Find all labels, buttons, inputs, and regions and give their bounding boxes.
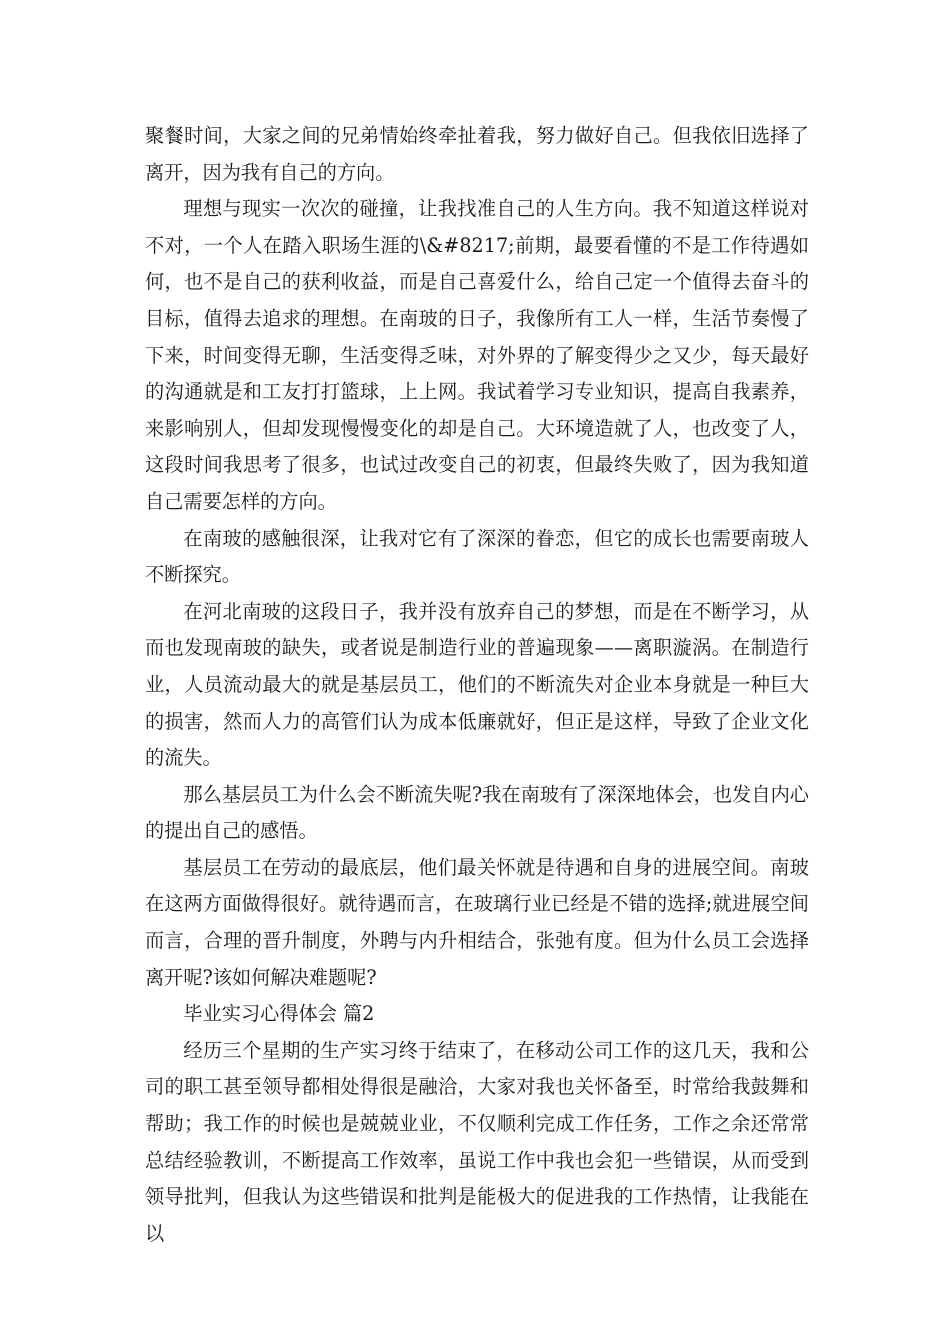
paragraph: 理想与现实一次次的碰撞，让我找准自己的人生方向。我不知道这样说对不对，一个人在踏入职场生涯的\&#8217;前期，最要看懂的不是工作待遇如何，也不是自己的获利收益，而是自己喜爱什么，给自己定一个值得去奋斗的目标，值得去追求的理想。在南玻的日子，我像所有工人一样，生活节奏慢了下来，时间变得无聊，生活变得乏味，对外界的了解变得少之又少，每天最好的沟通就是和工友打打篮球，上上网。我试着学习专业知识，提高自我素养，来影响别人，但却发现慢慢变化的却是自己。大环境造就了人，也改变了人，这段时间我思考了很多，也试过改变自己的初衷，但最终失败了，因为我知道自己需要怎样的方向。 bbox=[145, 197, 809, 513]
paragraph: 在南玻的感触很深，让我对它有了深深的眷恋，但它的成长也需要南玻人不断探究。 bbox=[145, 526, 809, 587]
paragraph: 基层员工在劳动的最底层，他们最关怀就是待遇和自身的进展空间。南玻在这两方面做得很好。就待遇而言，在玻璃行业已经是不错的选择;就进展空间而言，合理的晋升制度，外聘与内升相结合，张弛有度。但为什么员工会选择离开呢?该如何解决难题呢? bbox=[145, 855, 809, 989]
paragraph-continuation: 聚餐时间，大家之间的兄弟情始终牵扯着我，努力做好自己。但我依旧选择了离开，因为我有自己的方向。 bbox=[145, 124, 809, 184]
paragraph: 在河北南玻的这段日子，我并没有放弃自己的梦想，而是在不断学习，从而也发现南玻的缺失，或者说是制造行业的普遍现象——离职漩涡。在制造行业，人员流动最大的就是基层员工，他们的不断流失对企业本身就是一种巨大的损害，然而人力的高管们认为成本低廉就好，但正是这样，导致了企业文化的流失。 bbox=[145, 599, 809, 770]
paragraph: 那么基层员工为什么会不断流失呢?我在南玻有了深深地体会，也发自内心的提出自己的感悟。 bbox=[145, 782, 809, 843]
paragraph: 经历三个星期的生产实习终于结束了，在移动公司工作的这几天，我和公司的职工甚至领导都相处得很是融洽，大家对我也关怀备至，时常给我鼓舞和帮助；我工作的时候也是兢兢业业，不仅顺利完成工作任务，工作之余还常常总结经验教训，不断提高工作效率，虽说工作中我也会犯一些错误，从而受到领导批判，但我认为这些错误和批判是能极大的促进我的工作热情，让我能在以 bbox=[145, 1038, 809, 1245]
document-body bbox=[145, 118, 809, 1252]
section-heading: 毕业实习心得体会 篇2 bbox=[183, 1002, 375, 1026]
